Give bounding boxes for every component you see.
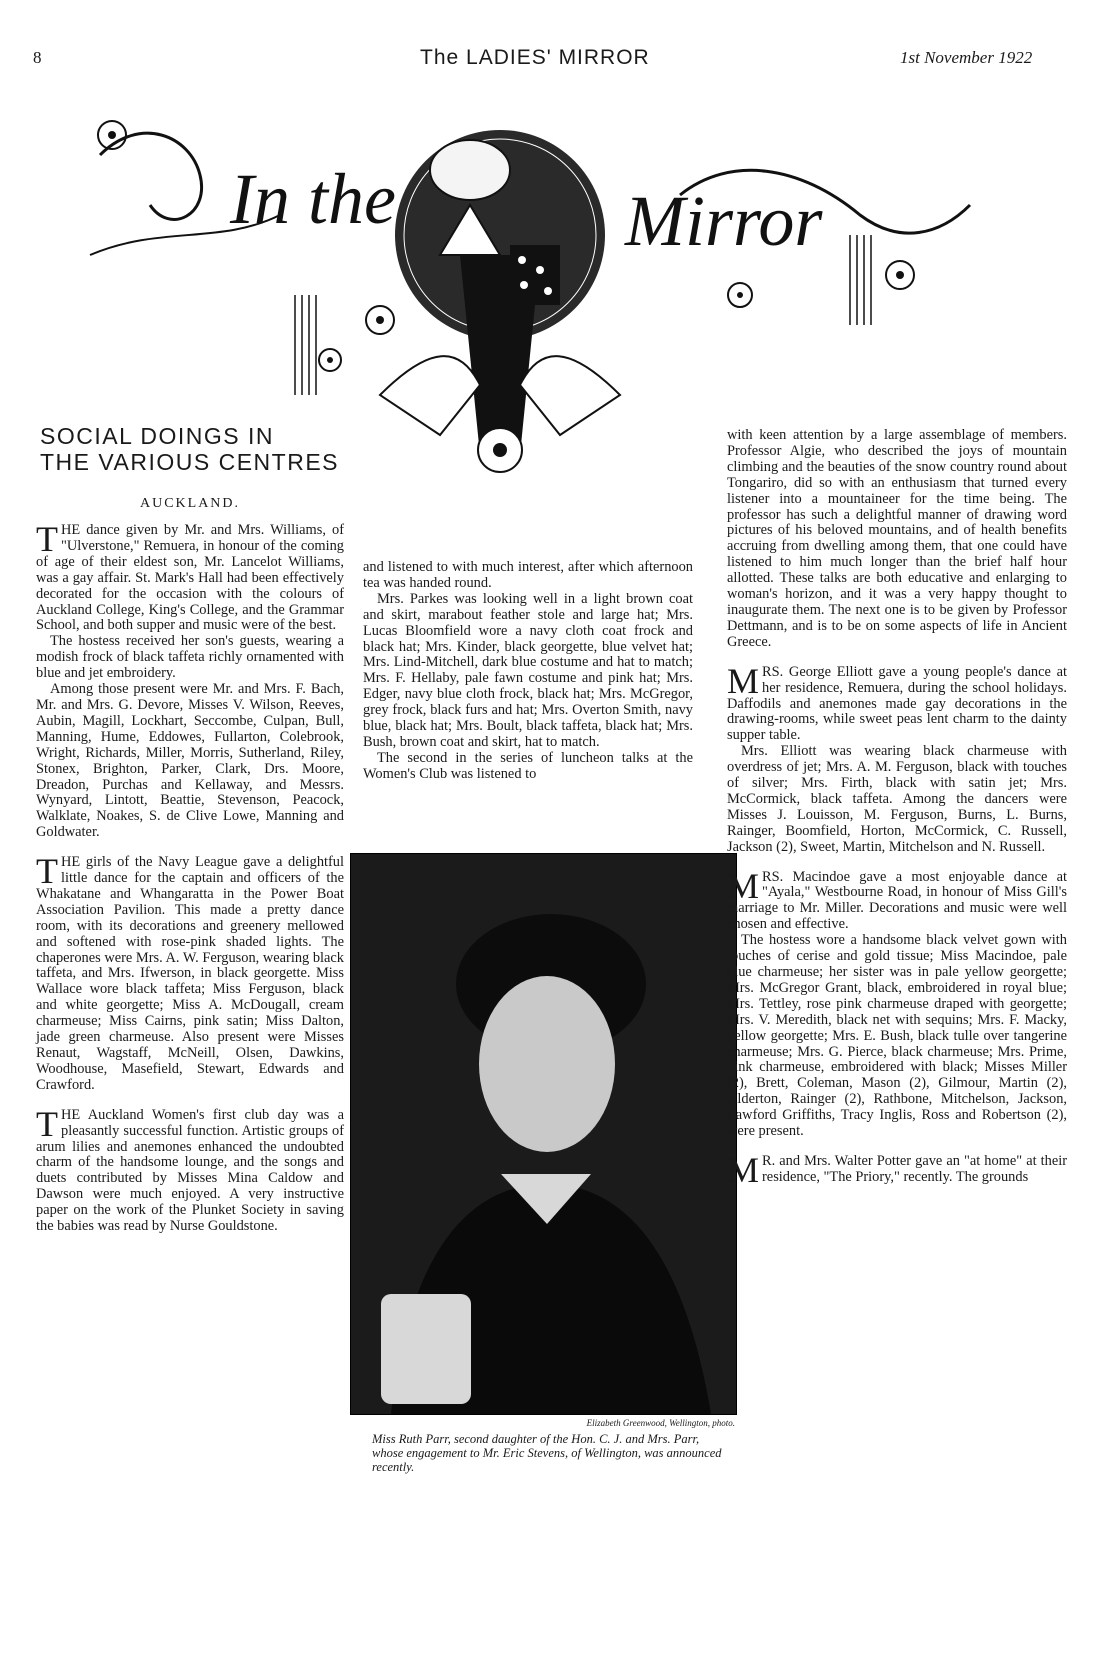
column-3: [727, 427, 1067, 1190]
issue-date: 1st November 1922: [900, 48, 1033, 67]
flower-icon: [886, 261, 914, 289]
drop-cap: T: [36, 851, 58, 892]
photo-credit: Elizabeth Greenwood, Wellington, photo.: [586, 1418, 735, 1428]
article-paragraph: Among those present were Mr. and Mrs. F. Bach, Mr. and Mrs. G. Devore, Misses V. Wilson, Reeves, Aubin, Magill, Lockhart, Seccombe, Culpan, Bull, Manning, Hume, Eddowes, Fullarton, Colebrook, Wright, Richards, Miller, Morris, Sutherland, Riley, Stonex, Brighton, Parker, Clark, Drs. Moore, Dreadon, Purchas and Kellaway, and Messrs. Wynyard, Lintott, Beattie, Stevenson, Peacock, Walklate, Noakes, S. de Clive Lowe, Manning and Goldwater.: [36, 681, 344, 841]
section-title-line2: THE VARIOUS CENTRES: [40, 449, 339, 475]
article-paragraph: Mrs. Elliott was wearing black charmeuse with overdress of jet; Mrs. A. M. Ferguson, black with touches of silver; Mrs. Firth, black with satin jet; Mrs. McCormick, black taffeta. Among the dancers were Misses J. Louisson, M. Ferguson, Burns, L. Burns, Rainger, Boomfield, Horton, McCormick, C. Russell, Jackson (2), Sweet, Martin, Mitchelson and N. Russell.: [727, 743, 1067, 855]
article-paragraph: THE dance given by Mr. and Mrs. Williams, of "Ulverstone," Remuera, in honour of the coming of age of their eldest son, Mr. Lancelot Williams, was a gay affair. St. Mark's Hall had been effectively decorated for the occasion with the colours of Auckland College, King's College, and the Grammar School, and both supper and music were of the best.: [36, 519, 344, 634]
flower-icon: [728, 283, 752, 307]
column-1: [36, 519, 344, 1235]
article-paragraph: The hostess wore a handsome black velvet gown with touches of cerise and gold tissue; Miss Macindoe, pale blue charmeuse; her sister was in pale yellow georgette; Mrs. McGregor Grant, black, embroidered in royal blue; Mrs. Tettley, rose pink charmeuse draped with georgette; Mrs. V. Meredith, black net with sequins; Mrs. F. Macky, yellow georgette; Mrs. E. Bush, black tulle over tangerine charmeuse; Mrs. G. Pierce, black charmeuse; Mrs. Prime, pink charmeuse, embroidered with black; Misses Miller (2), Brett, Coleman, Mason (2), Gilmour, Martin (2), Alderton, Rainger (2), Rathbone, Mitchelson, Jackson, Lawford Griffiths, Tracy Inglis, Ross and Robertson (2), were present.: [727, 932, 1067, 1140]
article-paragraph: and listened to with much interest, after which afternoon tea was handed round.: [363, 559, 693, 591]
portrait-photo: [350, 853, 737, 1415]
drop-cap: M: [727, 660, 760, 701]
article-paragraph: with keen attention by a large assemblage of members. Professor Algie, who described the joys of mountain climbing and the beauties of the snow country round about Tongariro, did so with an enthusiasm that turned every listener into a mountaineer for the time being. The professor has such a delightful manner of drawing word pictures of his beloved mountains, and of health benefits accruing from dwelling among them, that one could have listened to him much longer than the brief half hour allotted. These talks are both educative and enlarging to woman's horizon, and it was a very happy thought to inaugurate them. The next one is to be given by Professor Dettmann, and is to be on some aspects of life in Ancient Greece.: [727, 427, 1067, 650]
article-paragraph: M R. and Mrs. Walter Potter gave an "at home" at their residence, "The Priory," recently. The grounds: [727, 1149, 1067, 1190]
flower-icon: [366, 306, 394, 334]
masthead: The LADIES' MIRROR: [420, 46, 650, 69]
rose-icon: [478, 428, 522, 472]
page-number: 8: [33, 48, 42, 67]
drop-cap: M: [727, 865, 760, 906]
article-paragraph: THE girls of the Navy League gave a delightful little dance for the captain and officers of the Whakatane and Whangaratta in the Power Boat Association Pavilion. This made a pretty dance room, with its decorations and greenery mellowed and softened with rose-pink shaded lights. The chaperones were Mrs. A. W. Ferguson, wearing black taffeta, and Mrs. Ifwerson, in black georgette. Miss Wallace wore black taffeta; Miss Ferguson, black and white georgette; Miss A. McDougall, cream charmeuse; Miss Cairns, pink satin; Miss Dalton, jade green charmeuse. Also present were Misses Renaut, Wagstaff, McNeill, Olsen, Dawkins, Woodhouse, Masefield, Stewart, Edwards and Crawford.: [36, 851, 344, 1093]
article-paragraph: MRS. George Elliott gave a young people's dance at her residence, Remuera, during the school holidays. Daffodils and anemones made gay decorations in the drawing-rooms, while sweet peas lent charm to the dainty supper table.: [727, 660, 1067, 744]
place-heading: AUCKLAND.: [139, 496, 241, 511]
polka-scarf: [510, 245, 560, 305]
banner-title-right: Mirror: [625, 181, 823, 261]
drop-cap: T: [36, 519, 58, 559]
article-paragraph: The second in the series of luncheon talks at the Women's Club was listened to: [363, 749, 693, 782]
banner-title-left: In the: [230, 159, 396, 239]
article-paragraph: The hostess received her son's guests, wearing a modish frock of black taffeta richly ornamented with blue and jet embroidery.: [36, 633, 344, 682]
photo-caption: Miss Ruth Parr, second daughter of the Hon. C. J. and Mrs. Parr, whose engagement to Mr. Eric Stevens, of Wellington, was announced recently.: [372, 1432, 722, 1474]
section-title-line1: SOCIAL DOINGS IN: [40, 423, 275, 449]
column-2: [363, 560, 693, 783]
article-paragraph: Mrs. Parkes was looking well in a light brown coat and skirt, marabout feather stole and large hat; Mrs. Lucas Bloomfield wore a navy cloth coat frock and black hat; Mrs. Kinder, black georgette, blue velvet hat; Mrs. Lind-Mitchell, dark blue costume and hat to match; Mrs. F. Hellaby, pale fawn costume and pink hat; Mrs. Edger, navy blue cloth frock, black hat; Mrs. McGregor, grey frock, black furs and hat; Mrs. Overton Smith, navy blue, black hat; Mrs. Boult, black taffeta, black hat; Mrs. Bush, brown coat and skirt, hat to match.: [363, 590, 693, 750]
article-paragraph: MRS. Macindoe gave a most enjoyable dance at "Ayala," Westbourne Road, in honour of Miss Gill's marriage to Mr. Miller. Decorations and music were well chosen and effective.: [727, 865, 1067, 933]
drop-cap: T: [36, 1103, 58, 1144]
flower-icon: [319, 349, 341, 371]
drop-cap: M: [727, 1149, 760, 1190]
article-paragraph: THE Auckland Women's first club day was a pleasantly successful function. Artistic groups of arum lilies and anemones enhanced the undoubted charm of the handsome lounge, and the songs and duets contributed by Misses Mina Caldow and Dawson were much enjoyed. A very instructive paper on the work of the Plunket Society in saving the babies was read by Nurse Gouldstone.: [36, 1103, 344, 1235]
